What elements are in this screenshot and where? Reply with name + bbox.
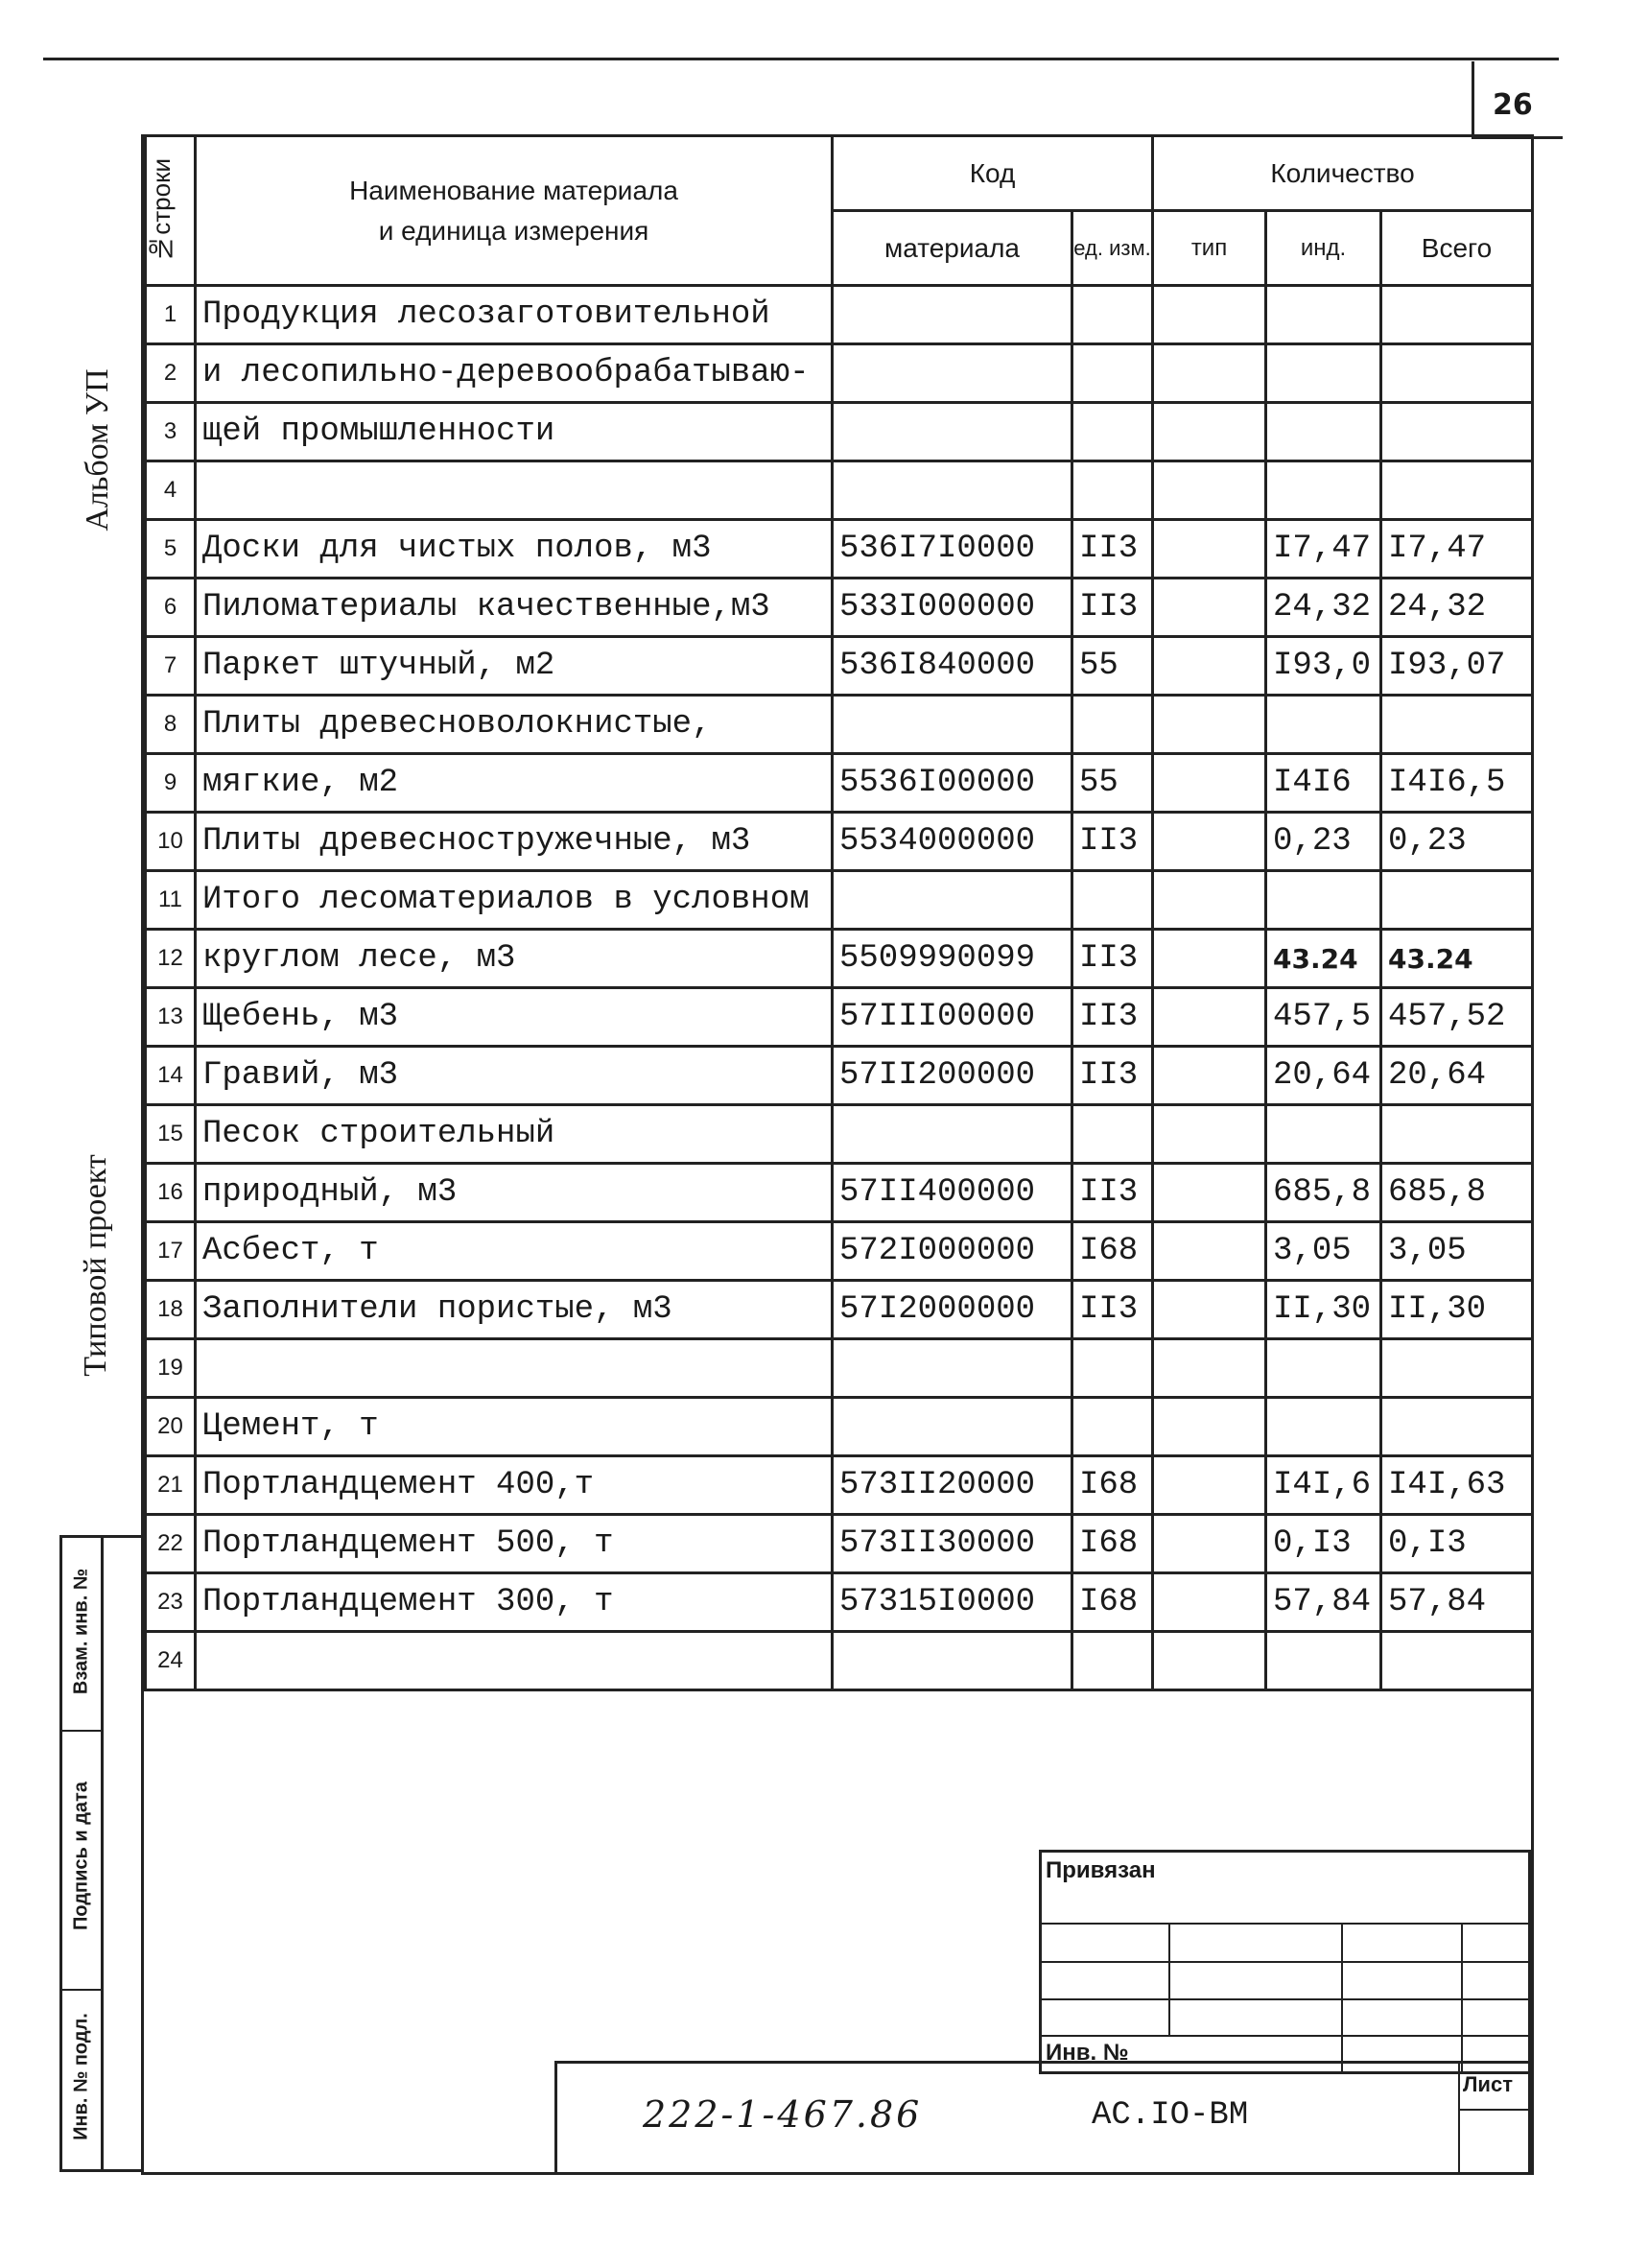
qty-ind-cell: 24,32 — [1266, 579, 1381, 637]
table-row — [146, 286, 1533, 344]
material-code-cell — [833, 344, 1072, 403]
table-row — [146, 696, 1533, 754]
doc-number-handwritten: 222-1-467.86 — [643, 2093, 923, 2136]
material-code-cell — [833, 871, 1072, 930]
material-name-cell: Заполнители пористые, м3 — [196, 1281, 833, 1339]
material-name-cell: Доски для чистых полов, м3 — [196, 520, 833, 579]
qty-type-cell — [1153, 403, 1266, 461]
table-row — [146, 520, 1533, 579]
qty-ind-cell — [1266, 286, 1381, 344]
header-quantity: Количество — [1153, 136, 1533, 211]
unit-code-cell — [1072, 1339, 1153, 1398]
material-code-cell: 57315I0000 — [833, 1573, 1072, 1632]
qty-type-cell — [1153, 1164, 1266, 1222]
qty-total-cell: 57,84 — [1381, 1573, 1533, 1632]
unit-code-cell: 55 — [1072, 637, 1153, 696]
project-side-label: Типовой проект — [78, 1154, 113, 1377]
unit-code-cell: II3 — [1072, 520, 1153, 579]
qty-total-cell: 20,64 — [1381, 1047, 1533, 1105]
table-row — [146, 637, 1533, 696]
qty-ind-cell: 20,64 — [1266, 1047, 1381, 1105]
qty-ind-cell — [1266, 1398, 1381, 1456]
album-side-label: Альбом УП — [80, 368, 115, 532]
header-code-unit: ед. изм. — [1072, 211, 1153, 286]
stamp-cell-original — [62, 1989, 101, 2169]
binding-row-line — [1039, 2035, 1531, 2037]
material-name-cell: Цемент, т — [196, 1398, 833, 1456]
table-row — [146, 1456, 1533, 1515]
qty-ind-cell: I7,47 — [1266, 520, 1381, 579]
material-code-cell — [833, 1398, 1072, 1456]
material-name-cell — [196, 1339, 833, 1398]
table-row — [146, 1632, 1533, 1690]
row-number-cell: 13 — [146, 988, 196, 1047]
unit-code-cell: II3 — [1072, 988, 1153, 1047]
qty-ind-cell: 43.24 — [1266, 930, 1381, 988]
unit-code-cell — [1072, 1105, 1153, 1164]
table-body — [146, 286, 1533, 1690]
qty-type-cell — [1153, 754, 1266, 813]
header-name-line1: Наименование материала — [349, 175, 678, 205]
qty-type-cell — [1153, 1398, 1266, 1456]
qty-type-cell — [1153, 461, 1266, 520]
row-number-cell: 16 — [146, 1164, 196, 1222]
table-row — [146, 871, 1533, 930]
qty-type-cell — [1153, 1573, 1266, 1632]
row-number-cell: 6 — [146, 579, 196, 637]
table-row — [146, 461, 1533, 520]
row-number-cell: 19 — [146, 1339, 196, 1398]
header-rownum-text: №строки — [147, 157, 176, 264]
qty-type-cell — [1153, 1222, 1266, 1281]
stamp-label-original: Инв. № подл. — [70, 2013, 92, 2140]
material-code-cell — [833, 286, 1072, 344]
qty-total-cell — [1381, 696, 1533, 754]
material-name-cell — [196, 461, 833, 520]
table-row — [146, 579, 1533, 637]
material-code-cell — [833, 461, 1072, 520]
qty-type-cell — [1153, 579, 1266, 637]
material-code-cell: 57II200000 — [833, 1047, 1072, 1105]
qty-total-cell: I4I6,5 — [1381, 754, 1533, 813]
unit-code-cell — [1072, 286, 1153, 344]
unit-code-cell — [1072, 696, 1153, 754]
table-row — [146, 988, 1533, 1047]
material-name-cell: Портландцемент 300, т — [196, 1573, 833, 1632]
qty-ind-cell: 685,8 — [1266, 1164, 1381, 1222]
qty-total-cell — [1381, 1632, 1533, 1690]
unit-code-cell — [1072, 344, 1153, 403]
qty-ind-cell: 0,I3 — [1266, 1515, 1381, 1573]
qty-total-cell: I93,07 — [1381, 637, 1533, 696]
row-number-cell: 20 — [146, 1398, 196, 1456]
table-row — [146, 1105, 1533, 1164]
table-row — [146, 813, 1533, 871]
material-name-cell: Продукция лесозаготовительной — [196, 286, 833, 344]
stamp-divider — [101, 1538, 104, 2169]
material-code-cell — [833, 1105, 1072, 1164]
material-code-cell — [833, 403, 1072, 461]
unit-code-cell: I68 — [1072, 1456, 1153, 1515]
table-row — [146, 1164, 1533, 1222]
row-number-cell: 14 — [146, 1047, 196, 1105]
qty-total-cell — [1381, 1339, 1533, 1398]
sheet-number: 26 — [1493, 88, 1533, 122]
qty-type-cell — [1153, 813, 1266, 871]
qty-ind-cell — [1266, 344, 1381, 403]
qty-ind-cell: I93,0 — [1266, 637, 1381, 696]
qty-type-cell — [1153, 344, 1266, 403]
material-name-cell: Итого лесоматериалов в условном — [196, 871, 833, 930]
material-code-cell: 57I2000000 — [833, 1281, 1072, 1339]
header-rownum — [146, 136, 196, 286]
row-number-cell: 15 — [146, 1105, 196, 1164]
unit-code-cell: II3 — [1072, 1047, 1153, 1105]
material-name-cell: мягкие, м2 — [196, 754, 833, 813]
material-name-cell: круглом лесе, м3 — [196, 930, 833, 988]
unit-code-cell: I68 — [1072, 1573, 1153, 1632]
material-name-cell: и лесопильно-деревообрабатываю- — [196, 344, 833, 403]
qty-total-cell — [1381, 286, 1533, 344]
qty-total-cell: I4I,63 — [1381, 1456, 1533, 1515]
table-row — [146, 344, 1533, 403]
unit-code-cell: I68 — [1072, 1222, 1153, 1281]
material-name-cell: Щебень, м3 — [196, 988, 833, 1047]
material-code-cell: 5536I00000 — [833, 754, 1072, 813]
material-code-cell: 57III00000 — [833, 988, 1072, 1047]
qty-total-cell — [1381, 461, 1533, 520]
material-name-cell: Гравий, м3 — [196, 1047, 833, 1105]
stamp-column — [59, 1535, 144, 2172]
material-code-cell: 573II20000 — [833, 1456, 1072, 1515]
qty-ind-cell: 0,23 — [1266, 813, 1381, 871]
row-number-cell: 1 — [146, 286, 196, 344]
row-number-cell: 7 — [146, 637, 196, 696]
sheet-label: Лист — [1463, 2072, 1513, 2096]
sheet-row-line — [1458, 2109, 1531, 2111]
material-name-cell: Асбест, т — [196, 1222, 833, 1281]
binding-row-line — [1039, 1961, 1531, 1963]
material-code-cell — [833, 1339, 1072, 1398]
sheet-col-line — [1458, 2061, 1460, 2175]
material-name-cell: Портландцемент 400,т — [196, 1456, 833, 1515]
unit-code-cell: I68 — [1072, 1515, 1153, 1573]
material-code-cell: 572I000000 — [833, 1222, 1072, 1281]
stamp-label-replacement: Взам. инв. № — [70, 1568, 92, 1695]
unit-code-cell — [1072, 871, 1153, 930]
material-code-cell — [833, 1632, 1072, 1690]
row-number-cell: 24 — [146, 1632, 196, 1690]
table-row — [146, 1281, 1533, 1339]
header-qty-total: Всего — [1381, 211, 1533, 286]
header-code: Код — [833, 136, 1153, 211]
table-row — [146, 1047, 1533, 1105]
material-name-cell: Плиты древесноволокнистые, — [196, 696, 833, 754]
qty-ind-cell: II,30 — [1266, 1281, 1381, 1339]
qty-type-cell — [1153, 1632, 1266, 1690]
unit-code-cell: II3 — [1072, 1281, 1153, 1339]
unit-code-cell — [1072, 461, 1153, 520]
row-number-cell: 12 — [146, 930, 196, 988]
doc-code: АС.IO-ВМ — [1092, 2097, 1249, 2134]
header-qty-type: тип — [1153, 211, 1266, 286]
qty-total-cell: 0,23 — [1381, 813, 1533, 871]
qty-ind-cell — [1266, 1339, 1381, 1398]
qty-ind-cell — [1266, 403, 1381, 461]
qty-ind-cell: 3,05 — [1266, 1222, 1381, 1281]
qty-total-cell — [1381, 344, 1533, 403]
header-name-line2: и единица измерения — [378, 215, 649, 246]
material-code-cell: 5509990099 — [833, 930, 1072, 988]
qty-total-cell: 24,32 — [1381, 579, 1533, 637]
qty-type-cell — [1153, 871, 1266, 930]
qty-ind-cell — [1266, 1632, 1381, 1690]
stamp-cell-replacement — [62, 1538, 101, 1732]
bound-label: Привязан — [1046, 1857, 1156, 1883]
table-row — [146, 1573, 1533, 1632]
unit-code-cell: II3 — [1072, 813, 1153, 871]
material-code-cell: 536I840000 — [833, 637, 1072, 696]
row-number-cell: 23 — [146, 1573, 196, 1632]
qty-total-cell — [1381, 1105, 1533, 1164]
table-row — [146, 930, 1533, 988]
material-name-cell: щей промышленности — [196, 403, 833, 461]
material-code-cell: 573II30000 — [833, 1515, 1072, 1573]
row-number-cell: 4 — [146, 461, 196, 520]
qty-type-cell — [1153, 1339, 1266, 1398]
qty-total-cell: 43.24 — [1381, 930, 1533, 988]
material-name-cell: Плиты древесностружечные, м3 — [196, 813, 833, 871]
material-name-cell: природный, м3 — [196, 1164, 833, 1222]
inv-label: Инв. № — [1046, 2040, 1129, 2066]
header-code-material: материала — [833, 211, 1072, 286]
unit-code-cell — [1072, 1632, 1153, 1690]
qty-ind-cell: I4I,6 — [1266, 1456, 1381, 1515]
qty-ind-cell — [1266, 461, 1381, 520]
qty-total-cell: 457,52 — [1381, 988, 1533, 1047]
qty-ind-cell: I4I6 — [1266, 754, 1381, 813]
material-code-cell — [833, 696, 1072, 754]
table-row — [146, 1398, 1533, 1456]
row-number-cell: 17 — [146, 1222, 196, 1281]
row-number-cell: 8 — [146, 696, 196, 754]
material-name-cell: Пиломатериалы качественные,м3 — [196, 579, 833, 637]
row-number-cell: 2 — [146, 344, 196, 403]
table-row — [146, 1515, 1533, 1573]
table-row — [146, 1339, 1533, 1398]
qty-type-cell — [1153, 286, 1266, 344]
row-number-cell: 10 — [146, 813, 196, 871]
qty-ind-cell — [1266, 1105, 1381, 1164]
table-row — [146, 403, 1533, 461]
binding-col-line — [1341, 1923, 1343, 2074]
top-border-line — [43, 58, 1559, 60]
material-name-cell: Паркет штучный, м2 — [196, 637, 833, 696]
header-name — [196, 136, 833, 286]
title-block — [554, 1850, 1531, 2175]
qty-total-cell — [1381, 871, 1533, 930]
qty-total-cell — [1381, 403, 1533, 461]
table-row — [146, 754, 1533, 813]
table-row — [146, 1222, 1533, 1281]
qty-total-cell: 0,I3 — [1381, 1515, 1533, 1573]
binding-col-line — [1461, 1923, 1463, 2074]
material-code-cell: 57II400000 — [833, 1164, 1072, 1222]
row-number-cell: 21 — [146, 1456, 196, 1515]
qty-ind-cell: 457,5 — [1266, 988, 1381, 1047]
qty-type-cell — [1153, 1047, 1266, 1105]
row-number-cell: 9 — [146, 754, 196, 813]
qty-type-cell — [1153, 520, 1266, 579]
row-number-cell: 5 — [146, 520, 196, 579]
unit-code-cell: 55 — [1072, 754, 1153, 813]
qty-type-cell — [1153, 696, 1266, 754]
qty-total-cell: 685,8 — [1381, 1164, 1533, 1222]
unit-code-cell — [1072, 1398, 1153, 1456]
binding-col-line — [1168, 1923, 1170, 2035]
material-name-cell: Песок строительный — [196, 1105, 833, 1164]
qty-ind-cell — [1266, 696, 1381, 754]
qty-total-cell: II,30 — [1381, 1281, 1533, 1339]
material-code-cell: 5534000000 — [833, 813, 1072, 871]
material-code-cell: 533I000000 — [833, 579, 1072, 637]
binding-row-line — [1039, 1923, 1531, 1925]
row-number-cell: 18 — [146, 1281, 196, 1339]
qty-ind-cell: 57,84 — [1266, 1573, 1381, 1632]
stamp-cell-signature — [62, 1730, 101, 1991]
qty-total-cell: 3,05 — [1381, 1222, 1533, 1281]
qty-total-cell: I7,47 — [1381, 520, 1533, 579]
row-number-cell: 11 — [146, 871, 196, 930]
material-name-cell: Портландцемент 500, т — [196, 1515, 833, 1573]
qty-type-cell — [1153, 637, 1266, 696]
unit-code-cell: II3 — [1072, 930, 1153, 988]
qty-ind-cell — [1266, 871, 1381, 930]
row-number-cell: 3 — [146, 403, 196, 461]
header-qty-ind: инд. — [1266, 211, 1381, 286]
unit-code-cell: II3 — [1072, 1164, 1153, 1222]
qty-type-cell — [1153, 1515, 1266, 1573]
stamp-label-signature: Подпись и дата — [70, 1782, 92, 1930]
qty-type-cell — [1153, 988, 1266, 1047]
unit-code-cell — [1072, 403, 1153, 461]
qty-type-cell — [1153, 1456, 1266, 1515]
materials-table — [144, 134, 1534, 1691]
material-name-cell — [196, 1632, 833, 1690]
unit-code-cell: II3 — [1072, 579, 1153, 637]
binding-row-line — [1039, 1998, 1531, 2000]
qty-type-cell — [1153, 1105, 1266, 1164]
qty-type-cell — [1153, 930, 1266, 988]
material-code-cell: 536I7I0000 — [833, 520, 1072, 579]
row-number-cell: 22 — [146, 1515, 196, 1573]
qty-total-cell — [1381, 1398, 1533, 1456]
qty-type-cell — [1153, 1281, 1266, 1339]
